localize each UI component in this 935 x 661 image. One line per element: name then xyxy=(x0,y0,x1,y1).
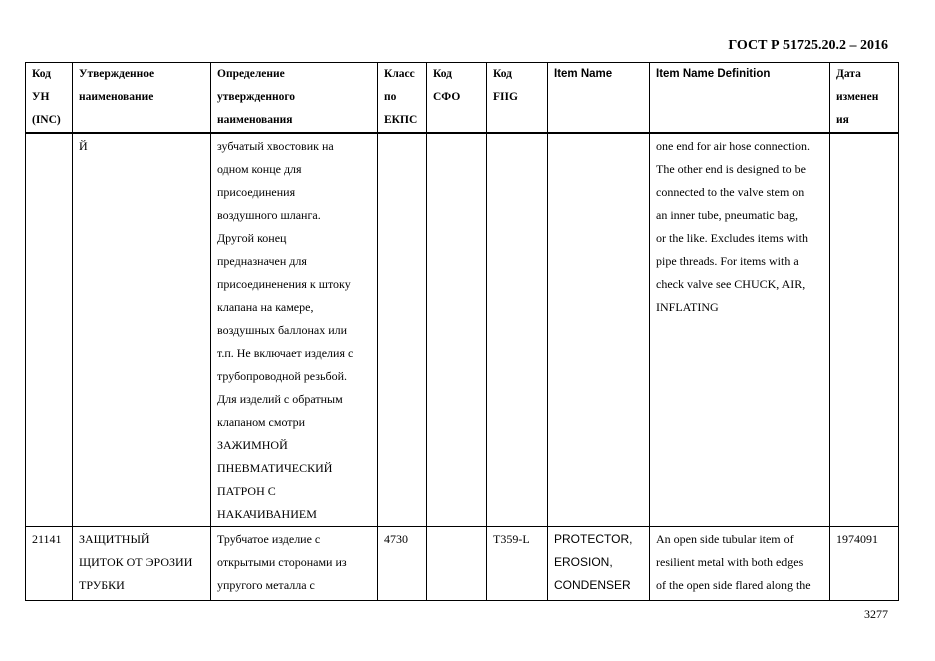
header-line: Утвержденное xyxy=(79,68,155,80)
text-line: ЩИТОК ОТ ЭРОЗИИ xyxy=(79,555,193,569)
text-line: ПНЕВМАТИЧЕСКИЙ xyxy=(217,461,333,475)
header-line: Дата xyxy=(836,68,861,80)
header-line: (INC) xyxy=(32,114,61,126)
text-line: an inner tube, pneumatic bag, xyxy=(656,208,798,222)
col-header-class xyxy=(378,63,427,134)
header-line: Item Name Definition xyxy=(656,68,771,80)
header-line: по xyxy=(384,91,397,103)
cell-date xyxy=(830,133,899,527)
cell-sfo xyxy=(427,527,487,601)
header-line: Item Name xyxy=(554,68,613,80)
cell-definition xyxy=(211,527,378,601)
col-header-code xyxy=(26,63,73,134)
text-line: ПАТРОН С xyxy=(217,484,276,498)
header-line: УН xyxy=(32,91,50,103)
page-number: 3277 xyxy=(864,607,888,621)
header-line: FIIG xyxy=(493,91,518,103)
text-line: открытыми сторонами из xyxy=(217,555,347,569)
header-line: утвержденного xyxy=(217,91,296,103)
col-header-item-definition xyxy=(650,63,830,134)
text-line: The other end is designed to be xyxy=(656,162,806,176)
text-line: EROSION, xyxy=(554,555,613,569)
header-line: наименования xyxy=(217,114,293,126)
cell-item-definition xyxy=(650,527,830,601)
items-table xyxy=(25,62,899,601)
text-line: ТРУБКИ xyxy=(79,578,125,592)
cell-class xyxy=(378,133,427,527)
text-line: An open side tubular item of xyxy=(656,532,794,546)
header-line: Код xyxy=(433,68,453,80)
header-line: Определение xyxy=(217,68,285,80)
text-line: ЗАЩИТНЫЙ xyxy=(79,532,150,546)
text-line: connected to the valve stem on xyxy=(656,185,805,199)
text-line: клапаном смотри xyxy=(217,415,306,429)
col-header-item-name xyxy=(548,63,650,134)
text-line: check valve see CHUCK, AIR, xyxy=(656,277,806,291)
table-row xyxy=(26,527,899,601)
text-line: of the open side flared along the xyxy=(656,578,811,592)
cell-name xyxy=(73,527,211,601)
header-line: ЕКПС xyxy=(384,114,418,126)
text-line: трубопроводной резьбой. xyxy=(217,369,348,383)
cell-definition xyxy=(211,133,378,527)
text-line: resilient metal with both edges xyxy=(656,555,804,569)
text-line: one end for air hose connection. xyxy=(656,139,810,153)
header-line: наименование xyxy=(79,91,154,103)
text-line: зубчатый хвостовик на xyxy=(217,139,334,153)
cell-sfo xyxy=(427,133,487,527)
cell-fiig xyxy=(487,133,548,527)
text-line: упругого металла с xyxy=(217,578,315,592)
text-line: предназначен для xyxy=(217,254,307,268)
col-header-date xyxy=(830,63,899,134)
cell-code xyxy=(26,133,73,527)
text-line: воздушных баллонах или xyxy=(217,323,348,337)
text-line: INFLATING xyxy=(656,300,719,314)
text-line: Й xyxy=(79,139,88,153)
text-line: т.п. Не включает изделия с xyxy=(217,346,354,360)
text-line: одном конце для xyxy=(217,162,302,176)
header-line: Код xyxy=(493,68,513,80)
col-header-name xyxy=(73,63,211,134)
cell-name xyxy=(73,133,211,527)
text-line: Для изделий с обратным xyxy=(217,392,343,406)
header-line: ия xyxy=(836,114,849,126)
cell-code: 21141 xyxy=(26,527,73,601)
header-line: изменен xyxy=(836,91,879,103)
cell-fiig: T359-L xyxy=(487,527,548,601)
text-line: PROTECTOR, xyxy=(554,532,633,546)
cell-item-name xyxy=(548,527,650,601)
col-header-definition xyxy=(211,63,378,134)
col-header-sfo xyxy=(427,63,487,134)
text-line: pipe threads. For items with a xyxy=(656,254,799,268)
cell-date: 1974091 xyxy=(830,527,899,601)
text-line: присоединенения к штоку xyxy=(217,277,351,291)
text-line: ЗАЖИМНОЙ xyxy=(217,438,288,452)
text-line: or the like. Excludes items with xyxy=(656,231,808,245)
header-line: СФО xyxy=(433,91,461,103)
cell-item-definition xyxy=(650,133,830,527)
text-line: воздушного шланга. xyxy=(217,208,321,222)
text-line: присоединения xyxy=(217,185,296,199)
col-header-fiig xyxy=(487,63,548,134)
table-header-row xyxy=(26,63,899,134)
table-row xyxy=(26,133,899,527)
header-line: Класс xyxy=(384,68,415,80)
text-line: клапана на камере, xyxy=(217,300,314,314)
standard-designation: ГОСТ Р 51725.20.2 – 2016 xyxy=(728,38,888,53)
header-line: Код xyxy=(32,68,52,80)
text-line: Другой конец xyxy=(217,231,287,245)
cell-class: 4730 xyxy=(378,527,427,601)
text-line: НАКАЧИВАНИЕМ xyxy=(217,507,317,521)
text-line: CONDENSER xyxy=(554,578,631,592)
text-line: Трубчатое изделие с xyxy=(217,532,321,546)
cell-item-name xyxy=(548,133,650,527)
